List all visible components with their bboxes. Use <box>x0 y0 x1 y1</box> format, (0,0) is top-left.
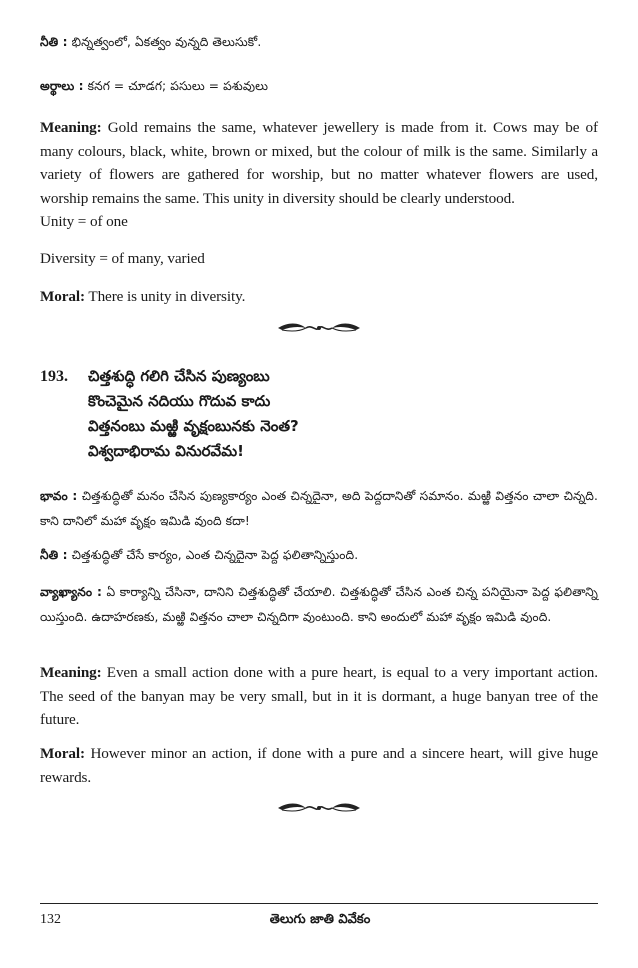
ornament-divider <box>276 800 362 816</box>
verse-line-1: చిత్తశుద్ధి గలిగి చేసిన పుణ్యంబు <box>88 367 270 385</box>
poem-verse <box>88 364 299 464</box>
poem-neeti-text: చిత్తశుద్ధితో చేసే కార్యం, ఎంత చిన్నదైనా పెద్ద ఫలితాన్నిస్తుంది. <box>71 548 359 562</box>
footer-rule <box>40 903 598 904</box>
ardhalu-label: అర్థాలు : <box>40 79 84 93</box>
poem-neeti-line <box>40 543 598 568</box>
ardhalu-line <box>40 74 598 99</box>
neeti-text: భిన్నత్వంలో, ఏకత్వం వున్నది తెలుసుకో. <box>71 35 262 49</box>
diversity-definition: Diversity = of many, varied <box>40 250 205 267</box>
meaning-paragraph <box>40 116 598 210</box>
moral-line <box>40 285 598 309</box>
meaning-label: Meaning: <box>40 119 102 136</box>
bhavam-paragraph <box>40 484 598 534</box>
poem-meaning-paragraph <box>40 661 598 732</box>
poem-meaning-label: Meaning: <box>40 664 102 681</box>
poem-number: 193. <box>40 368 68 385</box>
vyakhyanam-text: ఏ కార్యాన్ని చేసినా, దానిని చిత్తశుద్ధితో చేయాలి. చిత్తశుద్ధితో చేసిన ఎంత చిన్న పనియైనా పెద్ద ఫలితాన్ని యిస్తుంది. ఉదాహరణకు, మఱ్ఱి విత్తనం చాలా చిన్నదిగా వుంటుంది. కాని అందులో మహా వృక్షం ఇమిడి వుంది. <box>40 585 598 624</box>
moral-text: There is unity in diversity. <box>88 288 246 305</box>
document-page <box>40 0 598 968</box>
verse-line-2: కొంచెమైన నదియు గొదువ కాదు <box>88 392 271 410</box>
vyakhyanam-label: వ్యాఖ్యానం : <box>40 585 102 599</box>
ardhalu-text: కనగ = చూడగ; పసులు = పశువులు <box>87 79 269 93</box>
book-title: తెలుగు జాతి వివేకం <box>269 912 371 927</box>
verse-line-3: విత్తనంబు మఱ్ఱి వృక్షంబునకు నెంత? <box>88 417 299 435</box>
vyakhyanam-paragraph <box>40 580 598 630</box>
poem-moral-text: However minor an action, if done with a pure and a sincere heart, will give huge rewards. <box>40 745 598 786</box>
meaning-text: Gold remains the same, whatever jewellery is made from it. Cows may be of many colours, black, white, brown or mixed, but the colour of milk is the same. Similarly a variety of flowers are gathered for worship, but no matter whatever flowers are used, worship remains the same. This unity in diversity should be clearly understood. <box>40 119 598 207</box>
page-number: 132 <box>40 912 61 927</box>
unity-definition: Unity = of one <box>40 213 128 230</box>
poem-meaning-text: Even a small action done with a pure heart, is equal to a very important action. The seed of the banyan may be very small, but in it is dormant, a huge banyan tree of the future. <box>40 664 598 728</box>
neeti-label: నీతి : <box>40 35 68 49</box>
poem-neeti-label: నీతి : <box>40 548 68 562</box>
verse-line-4: విశ్వదాభిరామ వినురవేమ! <box>88 442 244 460</box>
ornament-divider <box>276 320 362 336</box>
neeti-line <box>40 30 598 55</box>
moral-label: Moral: <box>40 288 85 305</box>
poem-moral-label: Moral: <box>40 745 85 762</box>
bhavam-text: చిత్తశుద్ధితో మనం చేసిన పుణ్యకార్యం ఎంత చిన్నదైనా, అది పెద్దదానితో సమానం. మఱ్ఱి విత్తనం చాలా చిన్నది. కాని దానిలో మహా వృక్షం ఇమిడి వుంది కదా! <box>40 489 598 528</box>
poem-moral-paragraph <box>40 742 598 789</box>
bhavam-label: భావం : <box>40 489 78 503</box>
